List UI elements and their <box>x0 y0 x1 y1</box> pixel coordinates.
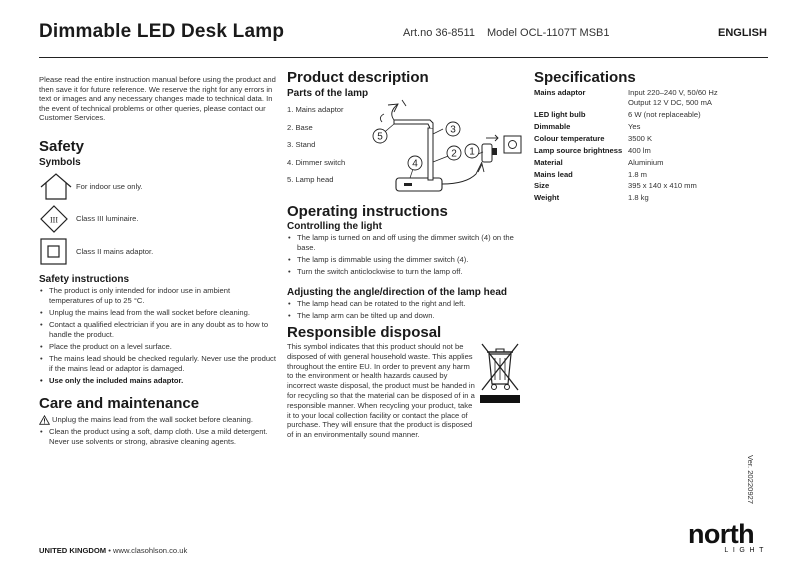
spec-value: Aluminium <box>628 157 664 167</box>
spec-value: Input 220–240 V, 50/60 Hz Output 12 V DC, 500 mA <box>628 88 718 107</box>
list-item: • Unplug the mains lead from the wall socket before cleaning. <box>39 308 276 318</box>
symbols-heading: Symbols <box>39 156 81 168</box>
symbol-row-indoor <box>39 172 276 202</box>
disposal-text: This symbol indicates that this product should not be disposed of with general household waste. This applies throughout the entire EU. In order to prevent any harm to the environment or health hazards caused by incorrect waste disposal, the product must be handed in for recycling so that the material can be disposed of in a responsible manner. When recycling your product, take it to your local collection facility or contact the place of purchase. They will ensure that the product is disposed of in an environmentally sound manner. <box>287 342 475 440</box>
operating-section <box>287 203 522 323</box>
spec-key: Size <box>534 181 550 191</box>
list-item: 1. Mains adaptor <box>287 105 344 114</box>
spec-row <box>534 88 718 110</box>
safety-instructions-heading: Safety instructions <box>39 273 130 285</box>
list-item: 5. Lamp head <box>287 175 334 184</box>
spec-key: Mains lead <box>534 169 573 179</box>
specs-heading: Specifications <box>534 69 636 86</box>
spec-row <box>534 134 718 146</box>
left-column <box>39 75 276 449</box>
header-rule <box>39 57 768 58</box>
warning-icon <box>39 415 50 425</box>
intro-text: Please read the entire instruction manual before using the product and then save it for future reference. We reserve the right for any errors in text or images and any necessary changes made to technical data. In the event of technical problems or other queries, please contact our Customer Services. <box>39 75 276 123</box>
controlling-list <box>287 233 522 277</box>
callout-4 <box>408 156 422 170</box>
svg-text:4: 4 <box>412 158 418 170</box>
spec-row <box>534 146 718 158</box>
symbol-label: Class III luminaire. <box>76 214 139 224</box>
svg-text:2: 2 <box>451 148 457 160</box>
version-label: Ver. 20220927 <box>746 455 755 504</box>
symbol-row-class3 <box>39 204 276 234</box>
product-heading: Product description <box>287 69 429 86</box>
disposal-section <box>287 324 477 440</box>
spec-value: Yes <box>628 121 641 131</box>
spec-value: 1.8 m <box>628 169 647 179</box>
spec-key: Lamp source brightness <box>534 145 623 155</box>
adjusting-list <box>287 299 522 321</box>
class-iii-icon <box>39 204 73 234</box>
spec-value: 1.8 kg <box>628 193 649 203</box>
list-item: • Clean the product using a soft, damp cloth. Use a mild detergent. Never use solvents or strong, abrasive cleaning agents. <box>39 427 276 446</box>
footer <box>39 546 187 555</box>
list-item: • The product is only intended for indoor use in ambient temperatures of up to 25 °C. <box>39 286 276 305</box>
svg-text:3: 3 <box>450 124 456 136</box>
spec-key: Weight <box>534 193 560 203</box>
house-icon <box>39 172 73 202</box>
list-item: • The lamp arm can be tilted up and down. <box>287 311 522 321</box>
adjusting-heading: Adjusting the angle/direction of the lamp head <box>287 286 508 298</box>
safety-instructions-list <box>39 286 276 385</box>
operating-heading: Operating instructions <box>287 203 448 220</box>
list-item: • Contact a qualified electrician if you are in any doubt as to how to handle the product. <box>39 320 276 339</box>
spec-key: LED light bulb <box>534 109 586 119</box>
care-warning <box>39 415 276 425</box>
care-heading: Care and maintenance <box>39 395 200 413</box>
svg-text:1: 1 <box>469 146 475 158</box>
footer-country: UNITED KINGDOM <box>39 546 107 555</box>
spec-row <box>534 110 718 122</box>
footer-separator: • <box>108 546 111 555</box>
symbol-label: For indoor use only. <box>76 182 143 192</box>
spec-value: 3500 K <box>628 133 653 143</box>
article-number: Art.no 36-8511 <box>403 27 475 39</box>
spec-row <box>534 158 718 170</box>
spec-row <box>534 170 718 182</box>
list-item: • Use only the included mains adaptor. <box>39 376 276 386</box>
right-column <box>534 69 768 205</box>
lamp-illustration <box>366 92 526 200</box>
svg-text:III: III <box>50 215 58 225</box>
list-item: • The lamp is turned on and off using the dimmer switch (4) on the base. <box>287 233 522 252</box>
spec-key: Mains adaptor <box>534 88 586 97</box>
list-item: • Place the product on a level surface. <box>39 342 276 352</box>
specs-table <box>534 88 718 205</box>
crossed-bin-icon <box>479 340 521 404</box>
spec-row <box>534 122 718 134</box>
parts-heading: Parts of the lamp <box>287 88 369 99</box>
safety-heading: Safety <box>39 137 85 155</box>
spec-key: Dimmable <box>534 121 571 131</box>
callout-5 <box>373 129 387 143</box>
list-item: • Turn the switch anticlockwise to turn the lamp off. <box>287 267 522 277</box>
spec-row <box>534 181 718 193</box>
symbol-row-class2 <box>39 236 276 268</box>
list-item: 4. Dimmer switch <box>287 157 346 167</box>
list-item: • The mains lead should be checked regularly. Never use the product if the mains lead or adaptor is damaged. <box>39 354 276 373</box>
svg-text:5: 5 <box>377 131 383 143</box>
list-item: 2. Base <box>287 122 313 132</box>
controlling-heading: Controlling the light <box>287 221 382 232</box>
list-item: 3. Stand <box>287 140 316 149</box>
spec-value: 400 lm <box>628 145 651 155</box>
spec-key: Material <box>534 157 563 167</box>
spec-key: Colour temperature <box>534 133 605 143</box>
symbol-label: Class II mains adaptor. <box>76 247 154 257</box>
logo-sub: LIGHT <box>724 547 768 554</box>
spec-row <box>534 193 718 205</box>
spec-value: 6 W (not replaceable) <box>628 109 701 119</box>
language-label: ENGLISH <box>718 27 767 39</box>
model-number: Model OCL-1107T MSB1 <box>487 27 610 39</box>
callout-3 <box>446 122 460 136</box>
document-title: Dimmable LED Desk Lamp <box>39 21 285 42</box>
care-warning-text: Unplug the mains lead from the wall socket before cleaning. <box>52 415 253 425</box>
callout-2 <box>447 146 461 160</box>
care-list <box>39 427 276 446</box>
logo-main: north <box>688 519 754 549</box>
list-item: • The lamp is dimmable using the dimmer switch (4). <box>287 255 522 265</box>
callout-1 <box>465 144 479 158</box>
north-light-logo <box>688 519 768 554</box>
spec-value: 395 x 140 x 410 mm <box>628 181 697 191</box>
footer-url[interactable]: www.clasohlson.co.uk <box>113 546 188 555</box>
disposal-heading: Responsible disposal <box>287 324 442 341</box>
class-ii-icon <box>39 237 73 267</box>
list-item: • The lamp head can be rotated to the right and left. <box>287 299 522 309</box>
